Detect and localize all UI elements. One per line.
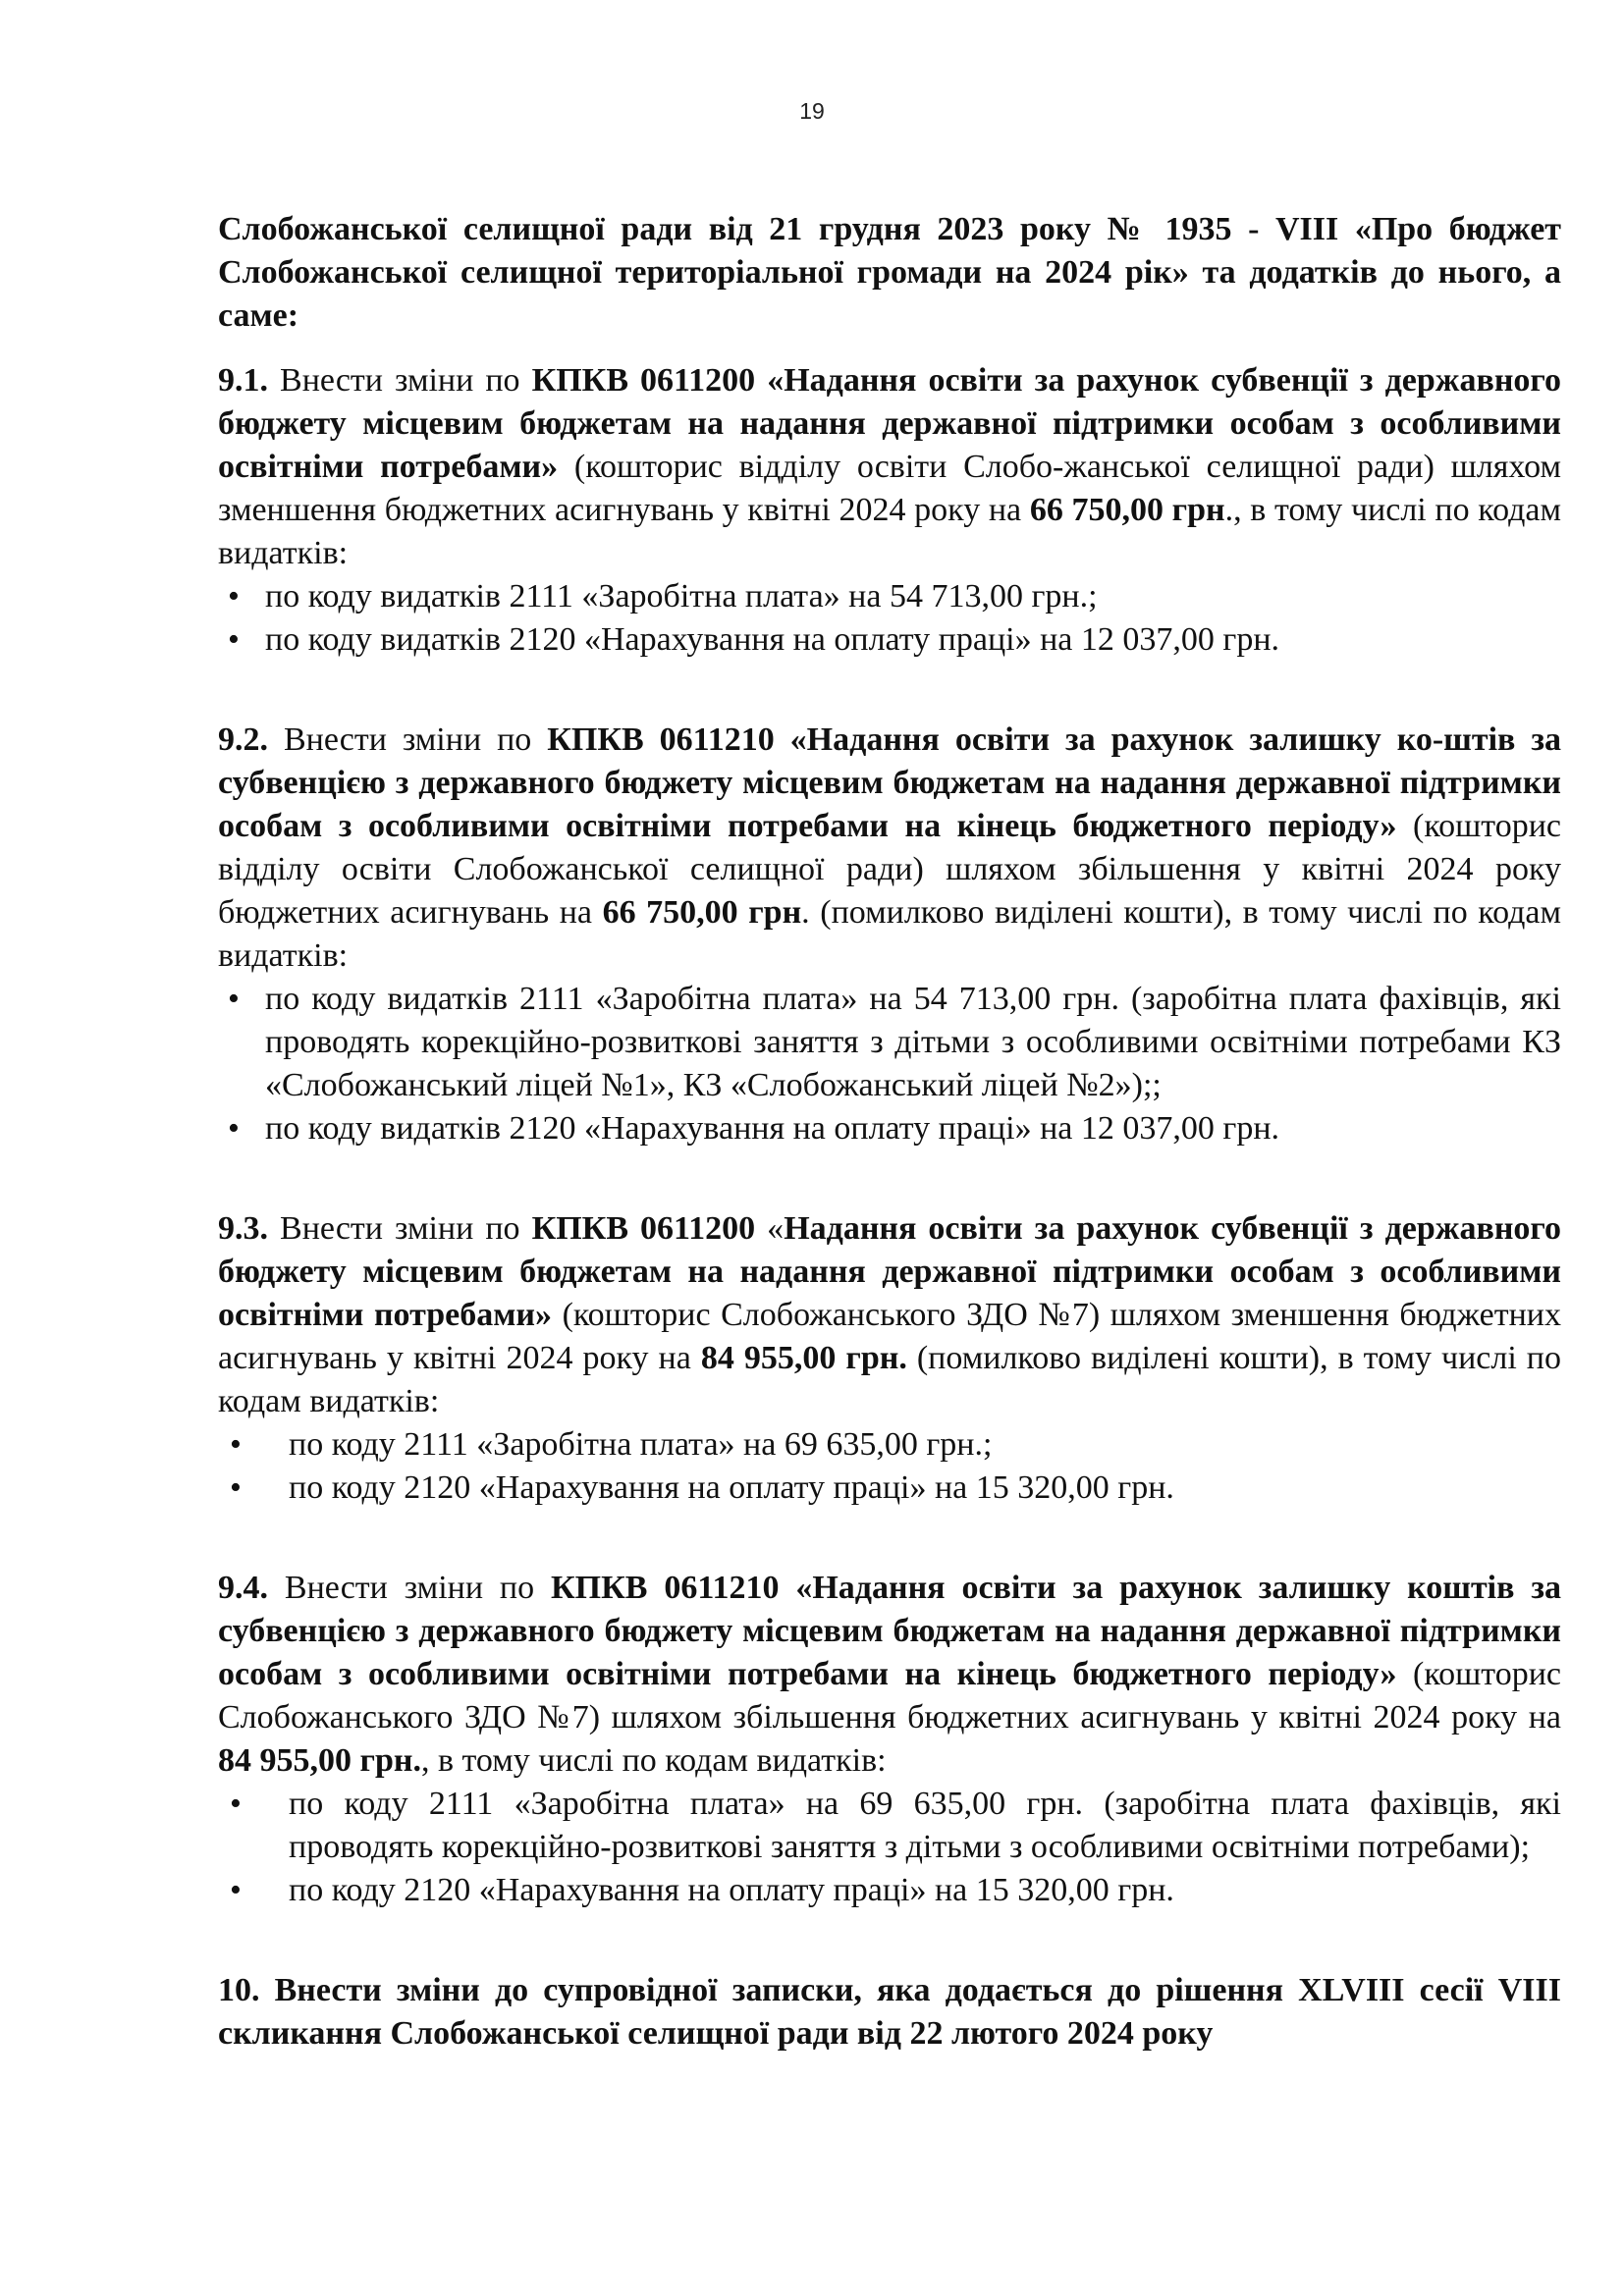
section-number: 9.4. (218, 1570, 268, 1606)
section-9-2-paragraph (218, 719, 1561, 978)
section-text: « (755, 1210, 785, 1247)
list-item: • по коду видатків 2111 «Заробітна плата» на 54 713,00 грн. (заробітна плата фахівців, які проводять корекційно-розвиткові заняття з дітьми з особливими освітніми потребами КЗ «Слобожанський ліцей №1», КЗ «Слобожанський ліцей №2»);; (218, 978, 1561, 1107)
intro-text: Слобожанської селищної ради від 21 грудня 2023 року № 1935 - VIII «Про бюджет Слобожанської селищної територіальної громади на 2024 рік» та додатків до нього, а саме: (218, 211, 1561, 334)
program-title: Надання освіти за рахунок субвенції з державного бюджету місцевим бюджетам на надання державної підтримки особам з особливими освітніми потребами» (218, 1210, 1561, 1333)
document-body (218, 208, 1561, 2056)
expense-code-list (218, 1783, 1561, 1912)
section-number: 9.3. (218, 1210, 268, 1247)
section-9-4 (218, 1567, 1561, 1912)
expense-code-list (218, 978, 1561, 1150)
amount: 66 750,00 грн (1029, 492, 1225, 528)
section-9-1 (218, 359, 1561, 662)
list-item: • по коду видатків 2111 «Заробітна плата» на 54 713,00 грн.; (218, 575, 1561, 618)
amount: 84 955,00 грн. (700, 1340, 907, 1376)
program-code-title: КПКВ 0611210 «Надання освіти за рахунок залишку ко-штів за субвенцією з державного бюджету місцевим бюджетам на надання державної підтримки особам з особливими освітніми потребами на кінець бюджетного періоду» (218, 721, 1561, 844)
list-item: • по коду видатків 2120 «Нарахування на оплату праці» на 12 037,00 грн. (218, 618, 1561, 662)
section-text: (кошторис відділу освіти Слобо-жанської селищної ради) шляхом зменшення бюджетних асигнувань у квітні 2024 року на (218, 449, 1561, 528)
section-10-text: 10. Внести зміни до супровідної записки, яка додається до рішення XLVIII сесії VIII скликання Слобожанської селищної ради від 22 лютого 2024 року (218, 1972, 1561, 2052)
section-text: (помилково виділені кошти), в тому числі по кодам видатків: (218, 1340, 1561, 1419)
amount: 66 750,00 грн (602, 894, 802, 931)
section-text: Внести зміни по (268, 721, 548, 758)
section-text: , в тому числі по кодам видатків: (420, 1742, 887, 1779)
section-9-4-paragraph (218, 1567, 1561, 1783)
list-item: • по коду видатків 2120 «Нарахування на оплату праці» на 12 037,00 грн. (218, 1107, 1561, 1150)
section-text: (кошторис Слобожанського ЗДО №7) шляхом зменшення бюджетних асигнувань у квітні 2024 року на (218, 1297, 1561, 1376)
intro-paragraph (218, 208, 1561, 338)
section-text: ., в тому числі по кодам видатків: (218, 492, 1561, 571)
page-number: 19 (799, 98, 825, 124)
section-text: Внести зміни по (268, 1210, 532, 1247)
list-item: • по коду 2120 «Нарахування на оплату праці» на 15 320,00 грн. (218, 1467, 1561, 1510)
section-text: (кошторис відділу освіти Слобожанської селищної ради) шляхом збільшення у квітні 2024 року бюджетних асигнувань на (218, 808, 1561, 931)
section-text: (кошторис Слобожанського ЗДО №7) шляхом збільшення бюджетних асигнувань у квітні 2024 року на (218, 1656, 1561, 1735)
list-item: • по коду 2111 «Заробітна плата» на 69 635,00 грн.; (218, 1423, 1561, 1467)
section-9-2 (218, 719, 1561, 1150)
program-code: КПКВ 0611200 (531, 1210, 756, 1247)
list-item: • по коду 2120 «Нарахування на оплату праці» на 15 320,00 грн. (218, 1869, 1561, 1912)
amount: 84 955,00 грн. (218, 1742, 421, 1779)
section-9-3-paragraph (218, 1207, 1561, 1423)
section-text: Внести зміни по (268, 362, 532, 399)
section-text: Внести зміни по (268, 1570, 552, 1606)
expense-code-list (218, 1423, 1561, 1510)
section-number: 9.2. (218, 721, 268, 758)
section-10-paragraph (218, 1969, 1561, 2056)
section-9-1-paragraph (218, 359, 1561, 575)
section-text: . (помилково виділені кошти), в тому числі по кодам видатків: (218, 894, 1561, 974)
program-code-title: КПКВ 0611210 «Надання освіти за рахунок залишку коштів за субвенцією з державного бюджету місцевим бюджетам на надання державної підтримки особам з особливими освітніми потребами на кінець бюджетного періоду» (218, 1570, 1561, 1692)
program-code-title: КПКВ 0611200 «Надання освіти за рахунок субвенції з державного бюджету місцевим бюджетам на надання державної підтримки особам з особливими освітніми потребами» (218, 362, 1562, 485)
section-9-3 (218, 1207, 1561, 1510)
section-number: 9.1. (218, 362, 268, 399)
expense-code-list (218, 575, 1561, 662)
list-item: • по коду 2111 «Заробітна плата» на 69 635,00 грн. (заробітна плата фахівців, які проводять корекційно-розвиткові заняття з дітьми з особливими освітніми потребами); (218, 1783, 1561, 1869)
